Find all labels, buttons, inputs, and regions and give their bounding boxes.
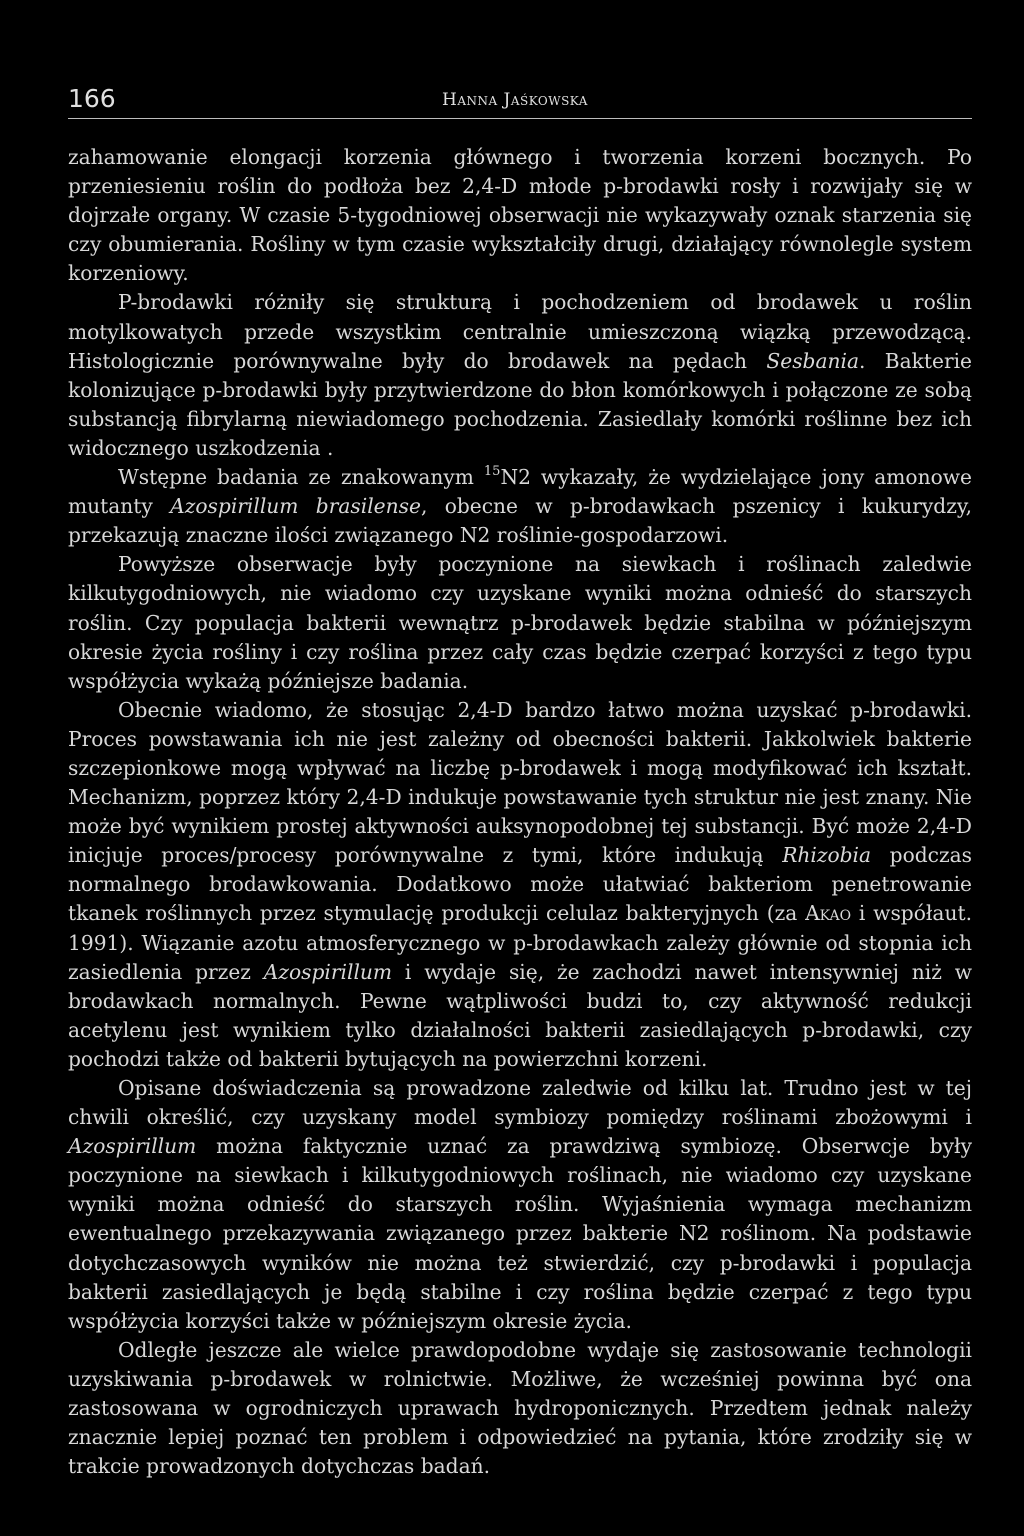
paragraph-p3 — [68, 463, 972, 550]
paragraph-p1 — [68, 143, 972, 288]
italic-term: Sesbania — [766, 348, 860, 373]
text-segment: Opisane doświadczenia są prowadzone zaledwie od kilku lat. Trudno jest w tej chwili określić, czy uzyskany model symbiozy pomiędzy roślinami zbożowymi i — [68, 1076, 972, 1130]
italic-term: Azospirillum — [68, 1134, 197, 1159]
page-number: 166 — [68, 84, 116, 113]
text-segment: . Bakterie kolonizujące p-brodawki były przytwierdzone do błon komórkowych i połączone ze sobą substancją fibrylarną niewiadomego pochodzenia. Zasiedlały komórki roślinne bez ich widocznego uszkodzenia . — [68, 348, 972, 460]
italic-term: Rhizobia — [782, 843, 872, 868]
text-segment: N2 wykazały, że wydzielające jony amonowe mutanty — [68, 465, 972, 519]
paragraph-p2 — [68, 288, 972, 463]
text-segment: Powyższe obserwacje były poczynione na siewkach i roślinach zaledwie kilkutygodniowych, nie wiadomo czy uzyskane wyniki można odnieść do starszych roślin. Czy populacja bakterii wewnątrz p-brodawek będzie stabilna w późniejszym okresie życia rośliny i czy roślina przez cały czas będzie czerpać korzyści z tego typu współżycia wykażą późniejsze badania. — [68, 552, 972, 693]
text-segment: , obecne w p-brodawkach pszenicy i kukurydzy, przekazują znaczne ilości związanego N2 roślinie-gospodarzowi. — [68, 494, 973, 548]
superscript: 15 — [483, 464, 501, 480]
text-segment: Odległe jeszcze ale wielce prawdopodobne wydaje się zastosowanie technologii uzyskiwania p-brodawek w rolnictwie. Możliwe, że wcześniej powinna być ona zastosowana w ogrodniczych uprawach hydroponicznych. Przedtem jednak należy znacznie lepiej poznać ten problem i odpowiedzieć na pytania, które zrodziły się w trakcie prowadzonych dotychczas badań. — [68, 1337, 972, 1479]
paragraph-p4 — [68, 550, 972, 695]
text-segment: i współaut. 1991). Wiązanie azotu atmosferycznego w p-brodawkach zależy głównie od stopnia ich zasiedlenia przez — [68, 901, 972, 984]
header-rule — [68, 118, 972, 119]
body-text — [68, 143, 972, 1481]
paragraph-p5 — [68, 696, 972, 1074]
page-header — [68, 84, 972, 118]
text-segment: podczas normalnego brodawkowania. Dodatkowo może ułatwiać bakteriom penetrowanie tkanek roślinnych przez stymulację produkcji celulaz bakteryjnych (za — [68, 843, 972, 926]
small-caps-name: Akao — [805, 901, 852, 926]
paragraph-p7 — [68, 1336, 972, 1481]
italic-term: Azospirillum brasilense — [170, 494, 421, 519]
text-segment: można faktycznie uznać za prawdziwą symbiozę. Obserwcje były poczynione na siewkach i kilkutygodniowych roślinach, nie wiadomo czy uzyskane wyniki można odnieść do starszych roślin. Wyjaśnienia wymaga mechanizm ewentualnego przekazywania związanego przez bakterie N2 roślinom. Na podstawie dotychczasowych wyników nie można też stwierdzić, czy p-brodawki i populacja bakterii zasiedlających je będą stabilne i czy roślina będzie czerpać z tego typu współżycia korzyści także w późniejszym okresie życia. — [68, 1134, 972, 1333]
text-segment: zahamowanie elongacji korzenia głównego i tworzenia korzeni bocznych. Po przeniesieniu roślin do podłoża bez 2,4-D młode p-brodawki rosły i rozwijały się w dojrzałe organy. W czasie 5-tygodniowej obserwacji nie wykazywały oznak starzenia się czy obumierania. Rośliny w tym czasie wykształciły drugi, działający równolegle system korzeniowy. — [68, 145, 972, 286]
italic-term: Azospirillum — [263, 959, 393, 984]
text-segment: Wstępne badania ze znakowanym — [118, 465, 484, 490]
paragraph-p6 — [68, 1074, 972, 1336]
text-segment: Obecnie wiadomo, że stosując 2,4-D bardzo łatwo można uzyskać p-brodawki. Proces powstawania ich nie jest zależny od obecności bakterii. Jakkolwiek bakterie szczepionkowe mogą wpływać na liczbę p-brodawek i mogą modyfikować ich kształt. Mechanizm, poprzez który 2,4-D indukuje powstawanie tych struktur nie jest znany. Nie może być wynikiem prostej aktywności auksynopodobnej tej substancji. Być może 2,4-D inicjuje proces/procesy porównywalne z tymi, które indukują — [68, 697, 972, 868]
running-head-author: Hanna Jaśkowska — [442, 90, 588, 110]
text-segment: P-brodawki różniły się strukturą i pochodzeniem od brodawek u roślin motylkowatych przede wszystkim centralnie umieszczoną wiązką przewodzącą. Histologicznie porównywalne były do brodawek na pędach — [68, 290, 972, 373]
text-segment: i wydaje się, że zachodzi nawet intensywniej niż w brodawkach normalnych. Pewne wątpliwości budzi to, czy aktywność redukcji acetylenu jest wynikiem tylko działalności bakterii zasiedlających p-brodawki, czy pochodzi także od bakterii bytujących na powierzchni korzeni. — [68, 959, 972, 1071]
